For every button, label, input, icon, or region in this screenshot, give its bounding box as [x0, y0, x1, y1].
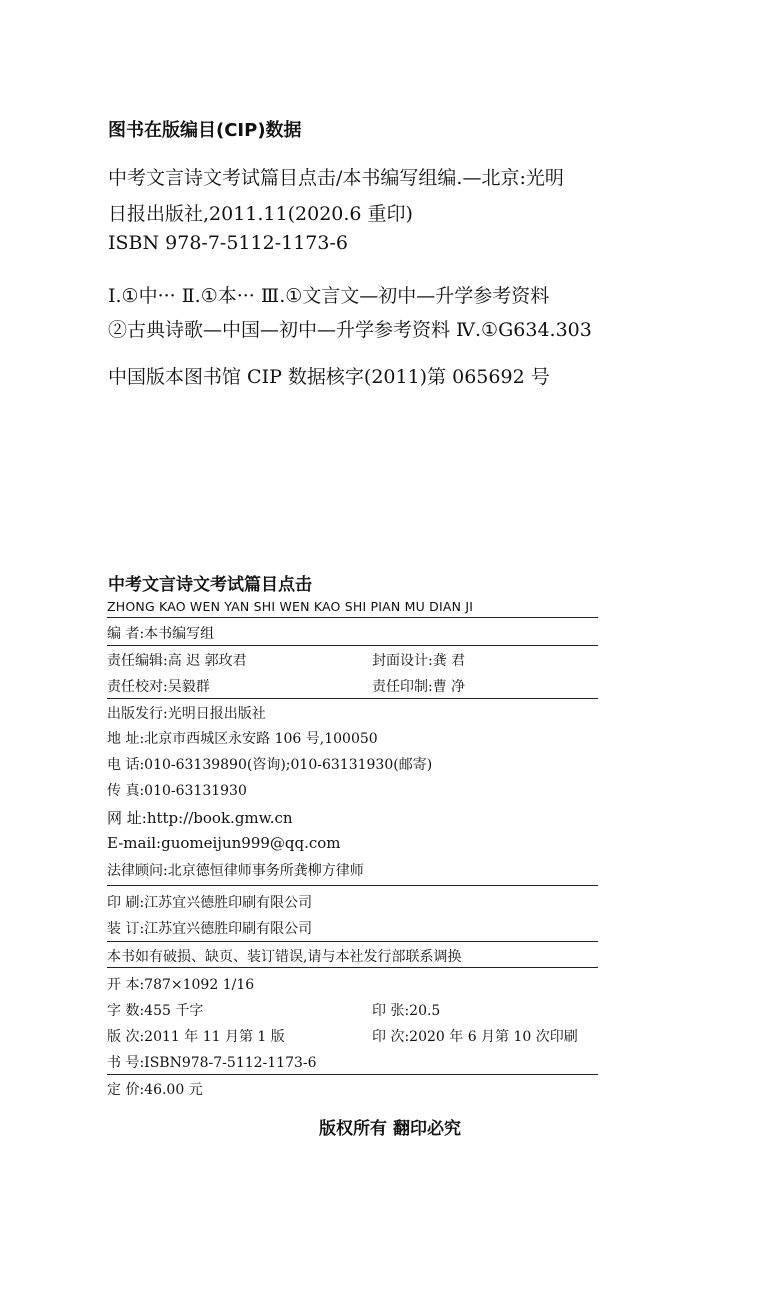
website-row: 网 址:http://book.gmw.cn — [107, 809, 293, 827]
cip-isbn: ISBN 978-7-5112-1173-6 — [108, 232, 348, 254]
book-title: 中考文言诗文考试篇目点击 — [108, 575, 312, 595]
format-row: 开 本:787×1092 1/16 — [107, 977, 255, 993]
impression-row: 印 次:2020 年 6 月第 10 次印刷 — [372, 1029, 578, 1045]
cip-record-number: 中国版本图书馆 CIP 数据核字(2011)第 065692 号 — [108, 366, 550, 388]
cip-heading: 图书在版编目(CIP)数据 — [108, 120, 302, 141]
printed-sheets-row: 印 张:20.5 — [372, 1003, 441, 1019]
print-supervisor-row: 责任印制:曹 净 — [372, 679, 466, 695]
binder-row: 装 订:江苏宜兴德胜印刷有限公司 — [107, 921, 313, 937]
address-row: 地 址:北京市西城区永安路 106 号,100050 — [107, 731, 378, 747]
cip-classification-line-2: ②古典诗歌—中国—初中—升学参考资料 Ⅳ.①G634.303 — [108, 319, 592, 341]
phone-row: 电 话:010-63139890(咨询);010-63131930(邮寄) — [107, 757, 433, 773]
email-row: E-mail:guomeijun999@qq.com — [107, 834, 341, 852]
divider — [107, 617, 598, 618]
edition-row: 版 次:2011 年 11 月第 1 版 — [107, 1029, 285, 1045]
cip-bibliographic-line-2: 日报出版社,2011.11(2020.6 重印) — [108, 203, 413, 225]
printer-row: 印 刷:江苏宜兴德胜印刷有限公司 — [107, 895, 313, 911]
copyright-notice: 版权所有 翻印必究 — [319, 1119, 461, 1139]
cip-bibliographic-line-1: 中考文言诗文考试篇目点击/本书编写组编.—北京:光明 — [108, 167, 564, 189]
legal-counsel-row: 法律顾问:北京德恒律师事务所龚柳方律师 — [107, 863, 364, 879]
divider — [107, 698, 598, 699]
book-title-pinyin: ZHONG KAO WEN YAN SHI WEN KAO SHI PIAN MU DIAN JI — [107, 599, 474, 614]
author-row: 编 者:本书编写组 — [107, 626, 215, 642]
word-count-row: 字 数:455 千字 — [107, 1003, 204, 1019]
editor-row: 责任编辑:高 迟 郭玫君 — [107, 653, 247, 669]
divider — [107, 1074, 598, 1075]
fax-row: 传 真:010-63131930 — [107, 783, 247, 799]
publisher-row: 出版发行:光明日报出版社 — [107, 706, 266, 722]
cip-classification-line-1: Ⅰ.①中··· Ⅱ.①本··· Ⅲ.①文言文—初中—升学参考资料 — [108, 285, 550, 307]
proofreader-row: 责任校对:吴毅群 — [107, 679, 210, 695]
divider — [107, 941, 598, 942]
divider — [107, 645, 598, 646]
cover-design-row: 封面设计:龚 君 — [372, 653, 466, 669]
divider — [107, 967, 598, 968]
divider — [107, 885, 598, 886]
price-row: 定 价:46.00 元 — [107, 1082, 203, 1098]
defect-notice-row: 本书如有破损、缺页、装订错误,请与本社发行部联系调换 — [107, 949, 462, 965]
book-number-row: 书 号:ISBN978-7-5112-1173-6 — [107, 1055, 317, 1071]
